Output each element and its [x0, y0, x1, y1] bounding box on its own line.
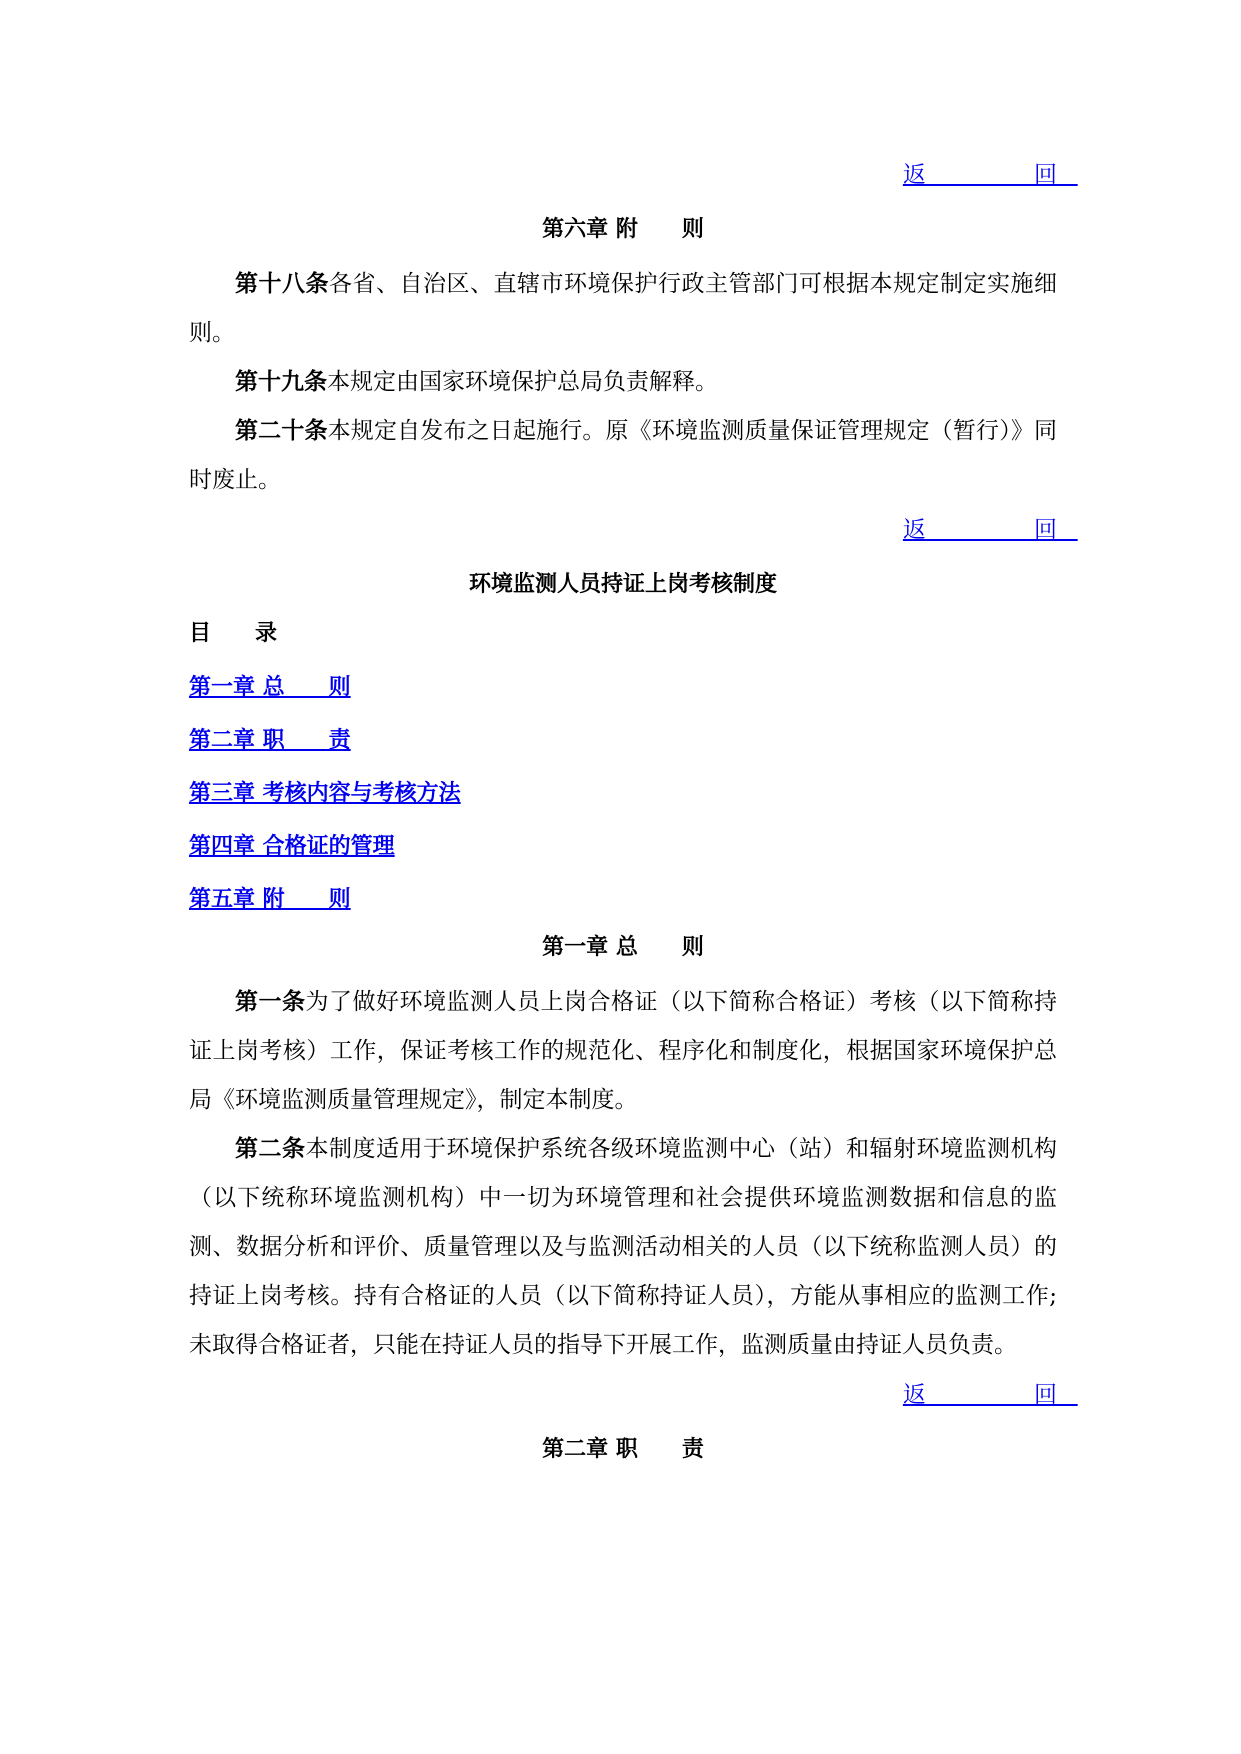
document-title: 环境监测人员持证上岗考核制度	[468, 572, 777, 597]
article-number: 第一条	[235, 989, 306, 1015]
back-link[interactable]: 返 回	[902, 1382, 1078, 1408]
document-page	[189, 150, 1078, 1472]
back-link-row-3	[189, 1376, 1078, 1414]
article-1	[189, 978, 1057, 1125]
back-link[interactable]: 返 回	[902, 162, 1078, 188]
article-number: 第二条	[235, 1136, 306, 1162]
back-link[interactable]: 返 回	[902, 517, 1078, 543]
toc-link-chapter-4[interactable]: 第四章 合格证的管理	[189, 834, 395, 859]
article-text: 本规定自发布之日起施行。原《环境监测质量保证管理规定（暂行）》同时废止。	[189, 418, 1058, 493]
article-2	[189, 1125, 1057, 1370]
article-text: 本规定由国家环境保护总局负责解释。	[327, 369, 718, 395]
article-text: 各省、自治区、直辖市环境保护行政主管部门可根据本规定制定实施细则。	[189, 271, 1057, 346]
back-link-row-2	[189, 511, 1078, 549]
article-number: 第二十条	[235, 418, 328, 444]
toc-link-chapter-1[interactable]: 第一章 总 则	[189, 675, 351, 700]
chapter-six-title: 第六章 附 则	[542, 217, 704, 242]
chapter-two-title: 第二章 职 责	[542, 1437, 704, 1462]
toc-heading: 目 录	[189, 621, 278, 646]
article-number: 第十九条	[235, 369, 327, 395]
toc-link-chapter-5[interactable]: 第五章 附 则	[189, 887, 351, 912]
toc-link-chapter-3[interactable]: 第三章 考核内容与考核方法	[189, 781, 461, 806]
back-link-row-1	[189, 156, 1078, 194]
article-18	[189, 260, 1057, 358]
article-20	[189, 407, 1057, 505]
article-19	[189, 358, 1057, 407]
article-number: 第十八条	[235, 271, 329, 297]
toc-link-chapter-2[interactable]: 第二章 职 责	[189, 728, 351, 753]
chapter-one-title: 第一章 总 则	[542, 935, 704, 960]
article-text: 为了做好环境监测人员上岗合格证（以下简称合格证）考核（以下简称持证上岗考核）工作，保证考核工作的规范化、程序化和制度化，根据国家环境保护总局《环境监测质量管理规定》，制定本制度。	[189, 989, 1057, 1113]
article-text: 本制度适用于环境保护系统各级环境监测中心（站）和辐射环境监测机构（以下统称环境监测机构）中一切为环境管理和社会提供环境监测数据和信息的监测、数据分析和评价、质量管理以及与监测活动相关的人员（以下统称监测人员）的持证上岗考核。持有合格证的人员（以下简称持证人员），方能从事相应的监测工作; 未取得合格证者，只能在持证人员的指导下开展工作，监测质量由持证人员负责。	[189, 1136, 1057, 1358]
